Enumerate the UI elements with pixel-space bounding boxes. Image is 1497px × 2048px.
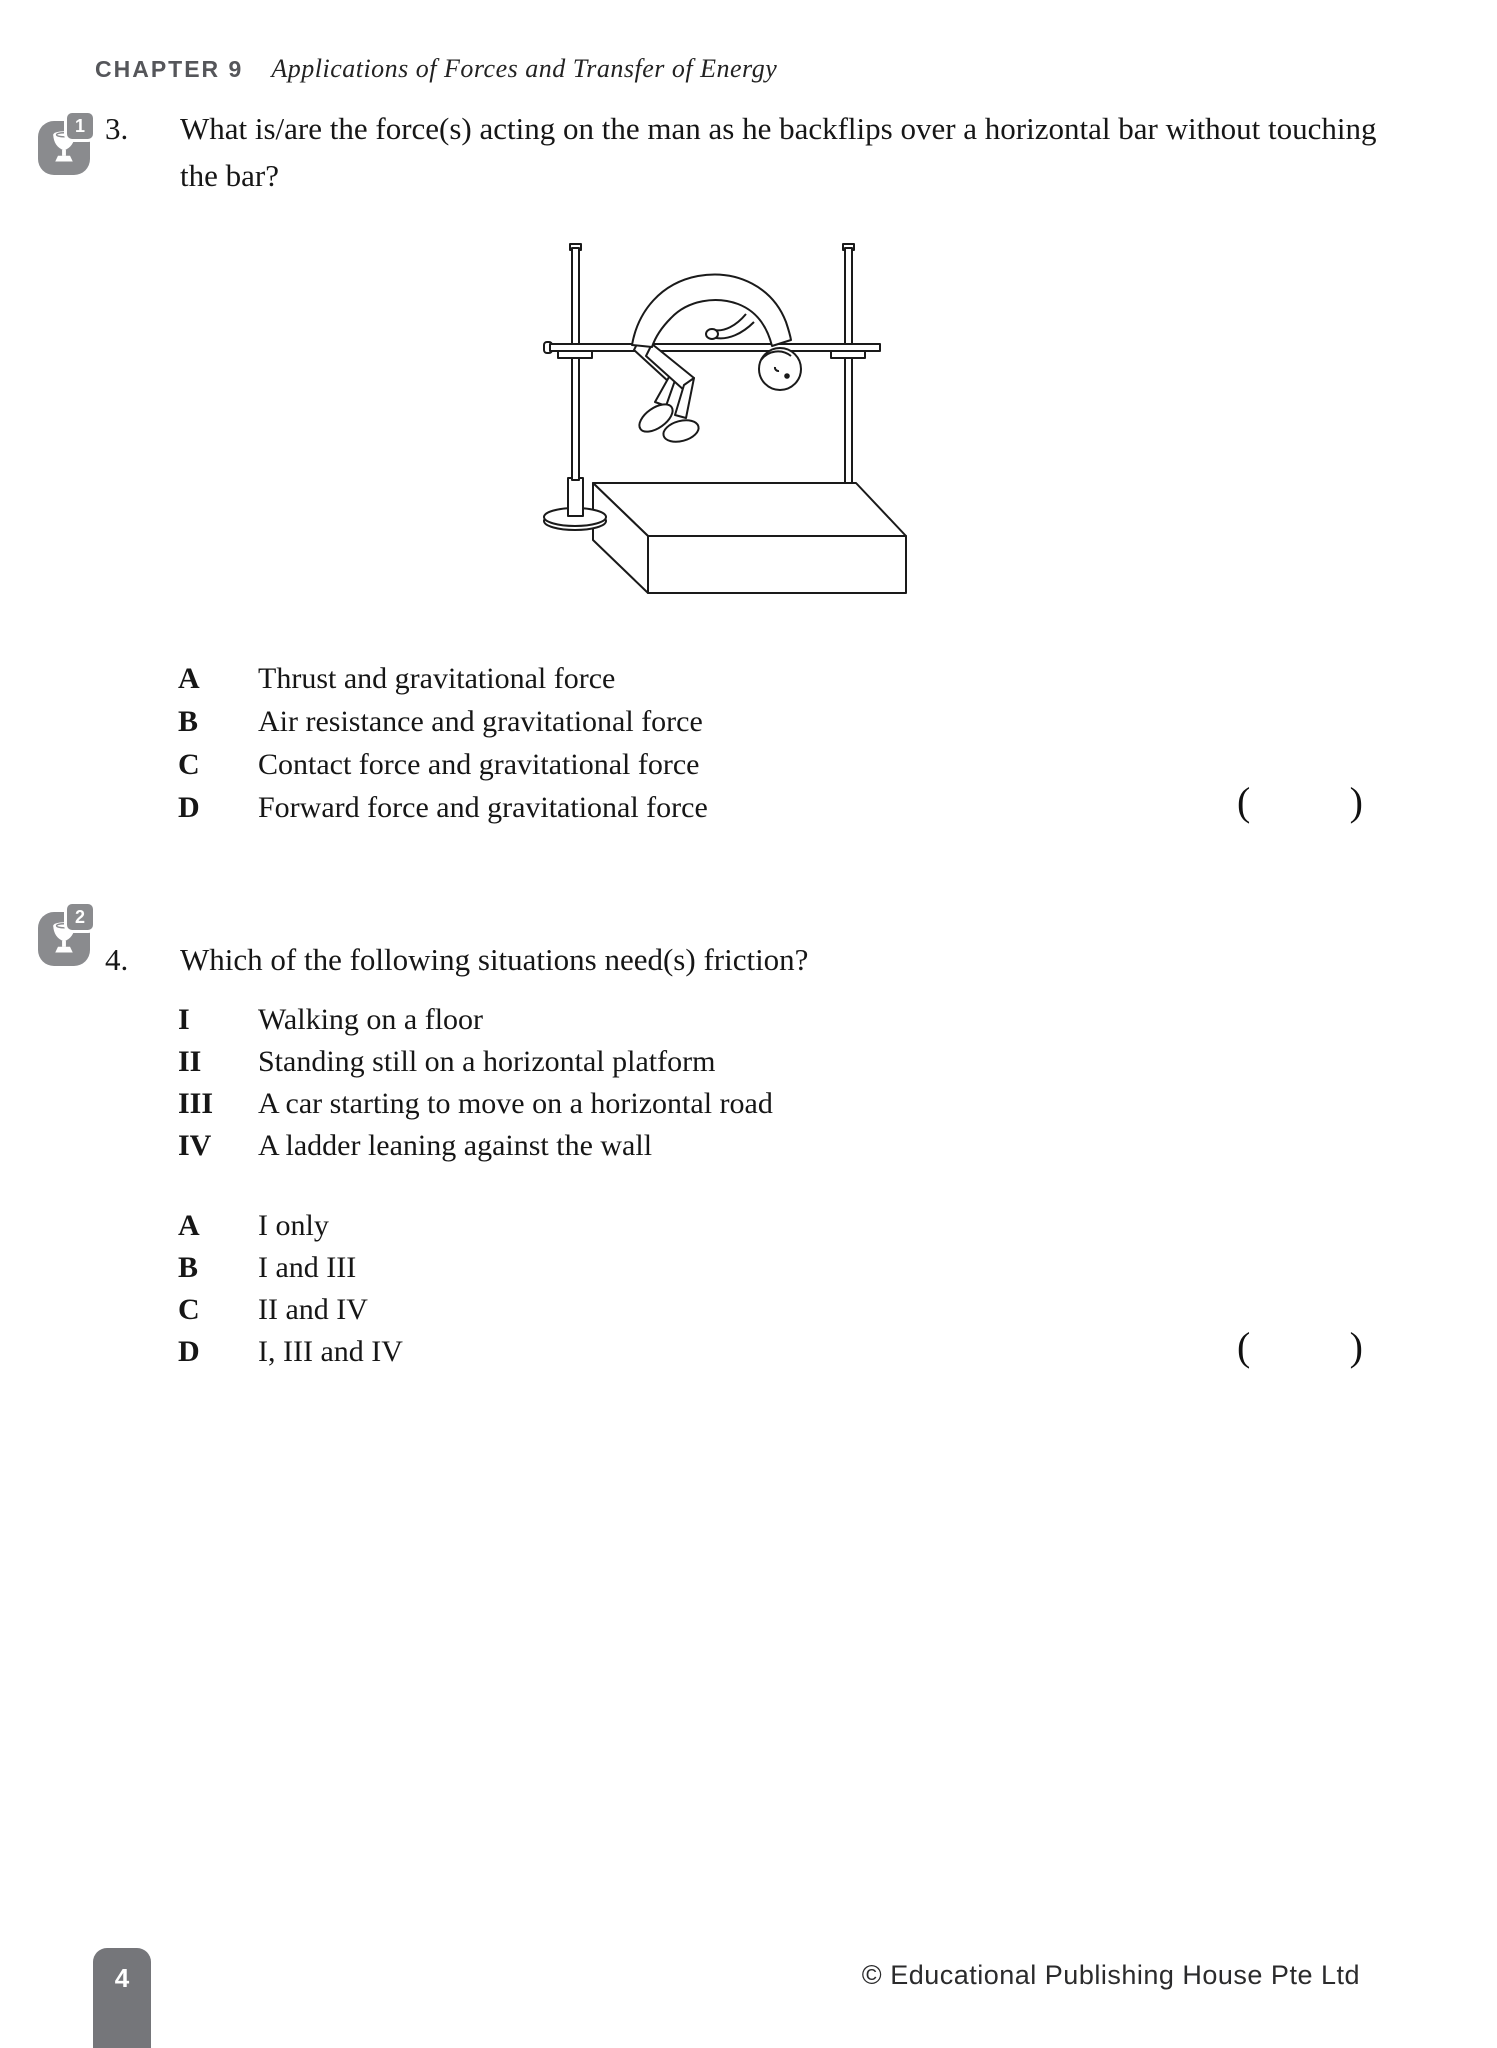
item-text: A car starting to move on a horizontal road — [258, 1087, 773, 1120]
left-post-sleeve — [568, 478, 583, 516]
jumper-eye — [785, 374, 789, 378]
option-row — [178, 1205, 403, 1247]
item-row — [178, 1041, 773, 1083]
page-number-tab — [93, 1948, 151, 2048]
item-label: III — [178, 1087, 214, 1120]
paren-close: ) — [1349, 779, 1363, 824]
item-text: Standing still on a horizontal platform — [258, 1045, 716, 1078]
option-label: B — [178, 705, 199, 738]
chapter-label: CHAPTER 9 — [95, 56, 244, 82]
option-label: B — [178, 1251, 199, 1284]
jumper-hand — [706, 329, 718, 339]
item-row — [178, 1125, 773, 1167]
difficulty-badge-q4 — [38, 901, 100, 967]
item-label: IV — [178, 1129, 212, 1162]
option-row — [178, 1331, 403, 1373]
copyright-text: © Educational Publishing House Pte Ltd — [861, 1960, 1360, 1990]
option-label: C — [178, 1293, 200, 1326]
chapter-title: Applications of Forces and Transfer of Energy — [271, 54, 778, 83]
item-label: I — [178, 1003, 190, 1036]
option-label: A — [178, 1209, 200, 1242]
option-label: A — [178, 662, 200, 695]
option-row — [178, 701, 708, 744]
option-text: I only — [258, 1209, 329, 1242]
option-row — [178, 1289, 403, 1331]
option-label: D — [178, 1335, 200, 1368]
item-label: II — [178, 1045, 202, 1078]
question-3-text: What is/are the force(s) acting on the man as he backflips over a horizontal bar without touching the bar? — [180, 111, 1377, 193]
option-text: Air resistance and gravitational force — [258, 705, 703, 738]
option-text: Forward force and gravitational force — [258, 791, 708, 824]
mat-front — [648, 536, 906, 593]
left-post — [572, 248, 579, 480]
jumper-arm-2 — [714, 314, 746, 330]
question-3-options — [178, 658, 708, 830]
paren-close: ) — [1349, 1324, 1363, 1369]
option-row — [178, 787, 708, 830]
option-text: II and IV — [258, 1293, 368, 1326]
question-4-items — [178, 999, 773, 1167]
question-4-number: 4. — [105, 942, 129, 977]
difficulty-level-q4: 2 — [64, 901, 96, 933]
item-row — [178, 1083, 773, 1125]
option-text: I, III and IV — [258, 1335, 403, 1368]
item-row — [178, 999, 773, 1041]
jumper-head — [759, 348, 801, 390]
option-text: I and III — [258, 1251, 357, 1284]
item-text: A ladder leaning against the wall — [258, 1129, 653, 1162]
option-row — [178, 658, 708, 701]
option-row — [178, 744, 708, 787]
paren-open: ( — [1237, 779, 1251, 824]
question-3-number: 3. — [105, 111, 129, 146]
item-text: Walking on a floor — [258, 1003, 484, 1036]
right-post — [845, 248, 852, 490]
jumper-figure — [632, 275, 801, 446]
option-row — [178, 1247, 403, 1289]
crossbar — [550, 344, 880, 351]
option-label: C — [178, 748, 200, 781]
difficulty-badge-q3 — [38, 110, 100, 176]
answer-blank-q4 — [1237, 1325, 1363, 1369]
high-jump-illustration — [528, 226, 940, 622]
difficulty-level-q3: 1 — [64, 110, 96, 142]
bar-bracket-right — [831, 351, 865, 358]
option-label: D — [178, 791, 200, 824]
option-text: Contact force and gravitational force — [258, 748, 700, 781]
answer-blank-q3 — [1237, 780, 1363, 824]
bar-bracket-left — [558, 351, 592, 358]
page-number: 4 — [114, 1963, 130, 1993]
question-4-options — [178, 1205, 403, 1373]
paren-open: ( — [1237, 1324, 1251, 1369]
chapter-header — [95, 54, 777, 84]
question-4-text: Which of the following situations need(s) friction? — [180, 942, 809, 977]
option-text: Thrust and gravitational force — [258, 662, 616, 695]
